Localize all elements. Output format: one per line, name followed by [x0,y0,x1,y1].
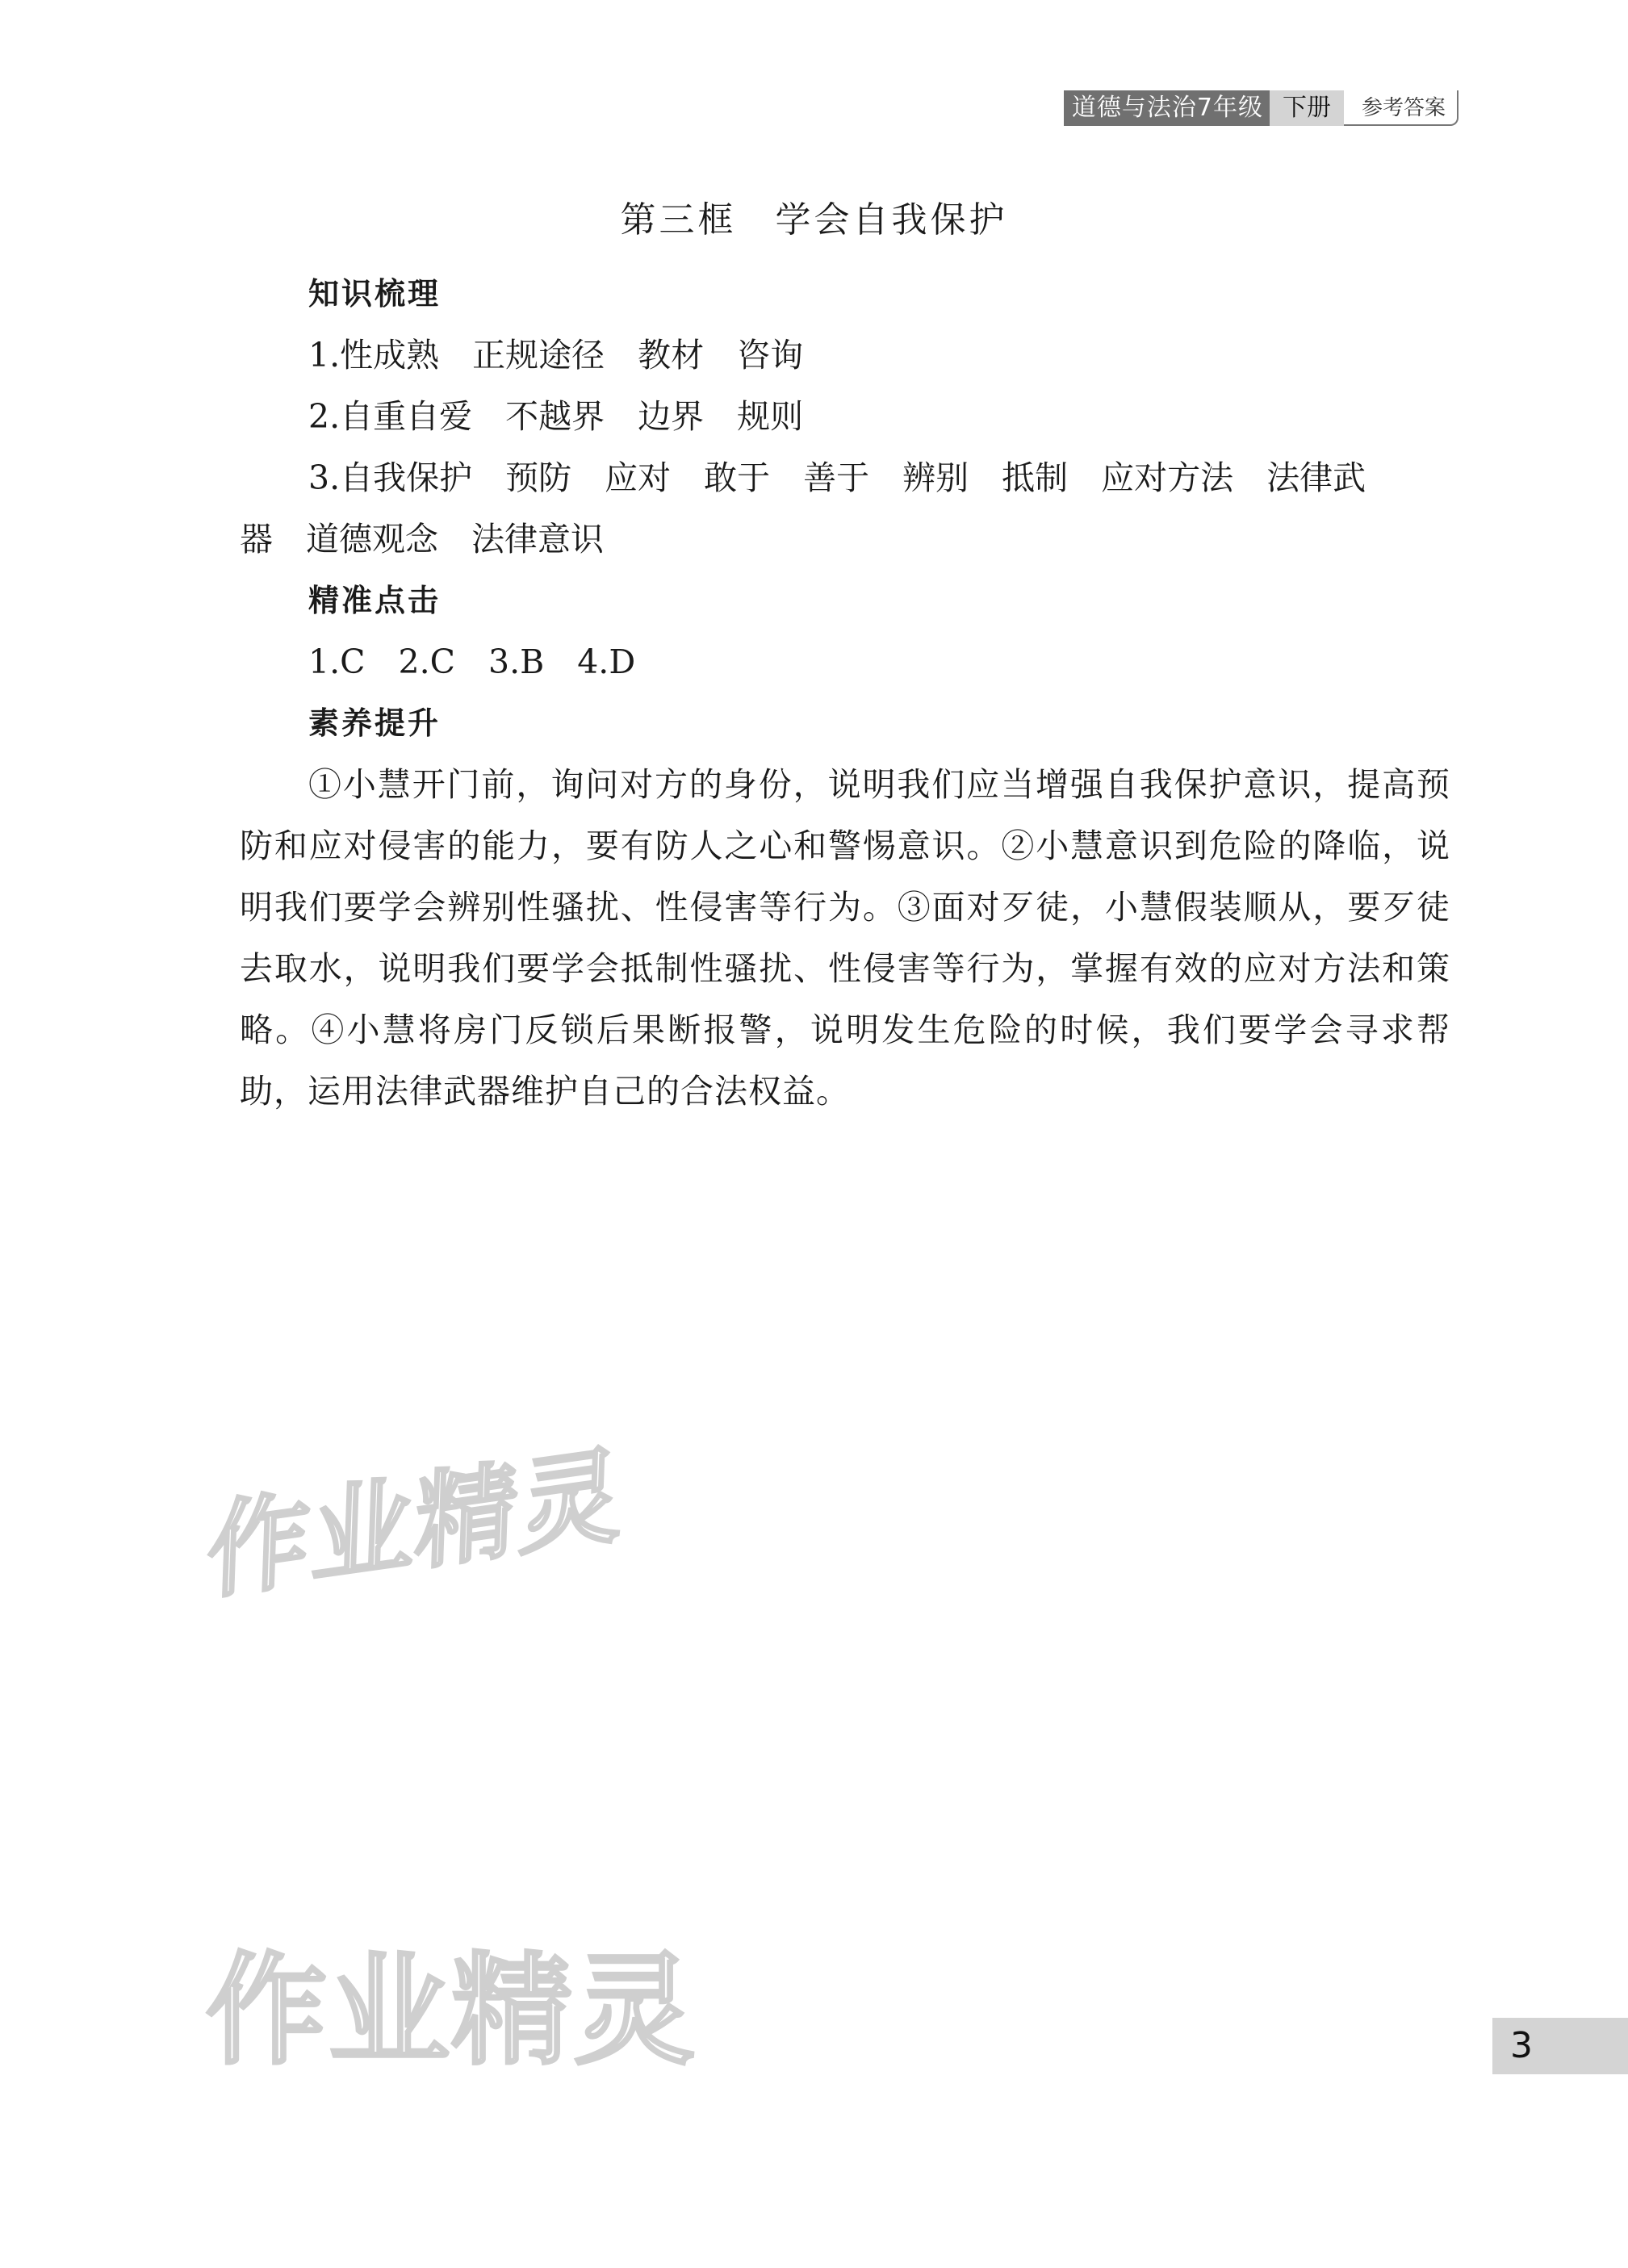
header-volume: 下册 [1270,90,1344,126]
knowledge-line-2: 2.自重自爱 不越界 边界 规则 [308,397,804,436]
knowledge-line-3: 3.自我保护 预防 应对 敢于 善于 辨别 抵制 应对方法 法律武 [308,458,1366,497]
section-title: 第三框 学会自我保护 [620,199,1008,241]
knowledge-heading: 知识梳理 [308,276,442,312]
knowledge-line-1: 1.性成熟 正规途径 教材 咨询 [308,336,804,375]
page-number: 3 [1492,2018,1628,2074]
precise-heading: 精准点击 [308,583,442,618]
literacy-heading: 素养提升 [308,705,442,741]
running-header [1064,90,1459,126]
answer-content [240,263,1450,1122]
watermark-logo-2: 作业精灵 [206,1941,697,2082]
watermark-logo: 作业精灵 [205,1433,626,1615]
header-answer-label: 参考答案 [1344,90,1459,126]
literacy-paragraph: ①小慧开门前，询问对方的身份，说明我们应当增强自我保护意识，提高预防和应对侵害的能力，要有防人之心和警惕意识。②小慧意识到危险的降临，说明我们要学会辨别性骚扰、性侵害等行为。③面对歹徒，小慧假装顺从，要歹徒去取水，说明我们要学会抵制性骚扰、性侵害等行为，掌握有效的应对方法和策略。④小慧将房门反锁后果断报警，说明发生危险的时候，我们要学会寻求帮助，运用法律武器维护自己的合法权益。 [240,765,1450,1111]
header-subject: 道德与法治7年级 [1064,90,1270,126]
knowledge-line-3-continued: 器 道德观念 法律意识 [240,520,604,559]
precise-answers: 1.C 2.C 3.B 4.D [308,642,636,681]
